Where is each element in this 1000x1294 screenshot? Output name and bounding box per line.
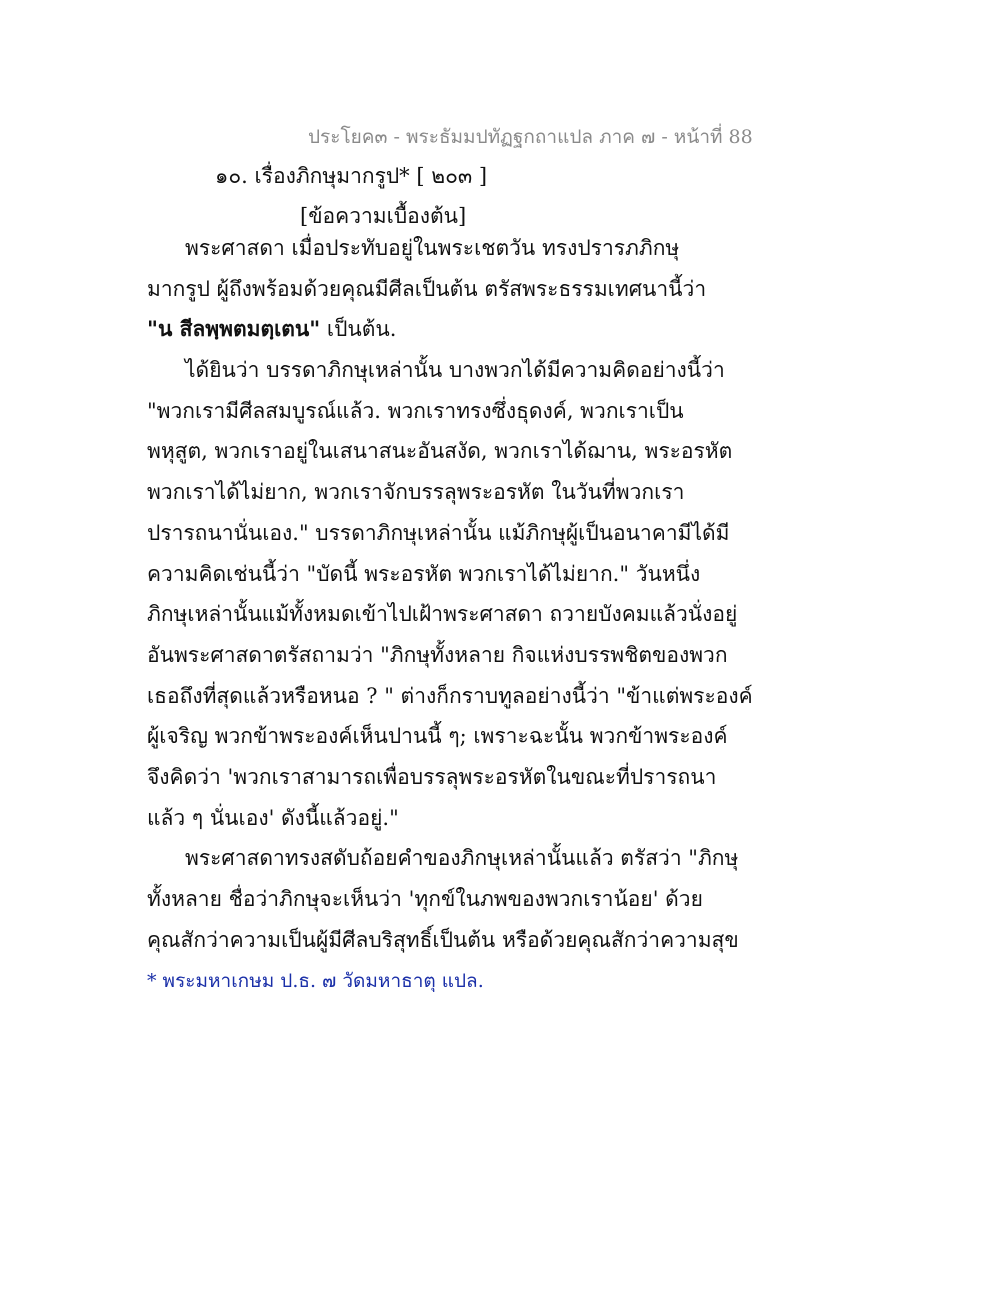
- footnote: * พระมหาเกษม ป.ธ. ๗ วัดมหาธาตุ แปล.: [147, 970, 484, 992]
- body-line: พระศาสดาทรงสดับถ้อยคำของภิกษุเหล่านั้นแล้ว ตรัสว่า "ภิกษุ: [185, 846, 739, 871]
- body-line: จึงคิดว่า 'พวกเราสามารถเพื่อบรรลุพระอรหัตในขณะที่ปรารถนา: [147, 764, 717, 789]
- body-text: [147, 228, 753, 960]
- body-line: อันพระศาสดาตรัสถามว่า "ภิกษุทั้งหลาย กิจแห่งบรรพชิตของพวก: [147, 642, 728, 667]
- body-line: แล้ว ๆ นั่นเอง' ดังนี้แล้วอยู่.": [147, 805, 399, 830]
- story-title: ๑๐. เรื่องภิกษุมากรูป* [ ๒๐๓ ]: [215, 164, 488, 188]
- body-line: "พวกเรามีศีลสมบูรณ์แล้ว. พวกเราทรงซึ่งธุดงค์, พวกเราเป็น: [147, 398, 684, 423]
- body-line: มากรูป ผู้ถึงพร้อมด้วยคุณมีศีลเป็นต้น ตรัสพระธรรมเทศนานี้ว่า: [147, 276, 707, 301]
- intro-label: [ข้อความเบื้องต้น]: [300, 204, 467, 228]
- body-line: ความคิดเช่นนี้ว่า "บัดนี้ พระอรหัต พวกเราได้ไม่ยาก." วันหนึ่ง: [147, 561, 701, 586]
- page-header: ประโยค๓ - พระธัมมปทัฏฐกถาแปล ภาค ๗ - หน้าที่ 88: [308, 126, 753, 148]
- body-line: ทั้งหลาย ชื่อว่าภิกษุจะเห็นว่า 'ทุกข์ในภพของพวกเราน้อย' ด้วย: [147, 887, 703, 911]
- body-line: [147, 309, 707, 350]
- body-line: ผู้เจริญ พวกข้าพระองค์เห็นปานนี้ ๆ; เพราะฉะนั้น พวกข้าพระองค์: [147, 724, 728, 749]
- body-line: ปรารถนานั่นเอง." บรรดาภิกษุเหล่านั้น แม้ภิกษุผู้เป็นอนาคามีได้มี: [147, 520, 730, 545]
- body-line: เธอถึงที่สุดแล้วหรือหนอ ? " ต่างก็กราบทูลอย่างนี้ว่า "ข้าแต่พระองค์: [147, 683, 753, 708]
- body-line-rest: เป็นต้น.: [320, 317, 397, 342]
- body-line: ภิกษุเหล่านั้นแม้ทั้งหมดเข้าไปเฝ้าพระศาสดา ถวายบังคมแล้วนั่งอยู่: [147, 602, 738, 627]
- body-line: พวกเราได้ไม่ยาก, พวกเราจักบรรลุพระอรหัต ในวันที่พวกเรา: [147, 480, 685, 505]
- body-line: พหุสูต, พวกเราอยู่ในเสนาสนะอันสงัด, พวกเราได้ฌาน, พระอรหัต: [147, 439, 733, 464]
- pali-verse-opening: "น สีลพฺพตมตฺเตน": [147, 316, 321, 342]
- body-line: ได้ยินว่า บรรดาภิกษุเหล่านั้น บางพวกได้มีความคิดอย่างนี้ว่า: [185, 358, 725, 383]
- body-line: คุณสักว่าความเป็นผู้มีศีลบริสุทธิ์เป็นต้น หรือด้วยคุณสักว่าความสุข: [147, 927, 739, 952]
- body-line: พระศาสดา เมื่อประทับอยู่ในพระเชตวัน ทรงปรารภภิกษุ: [185, 236, 680, 260]
